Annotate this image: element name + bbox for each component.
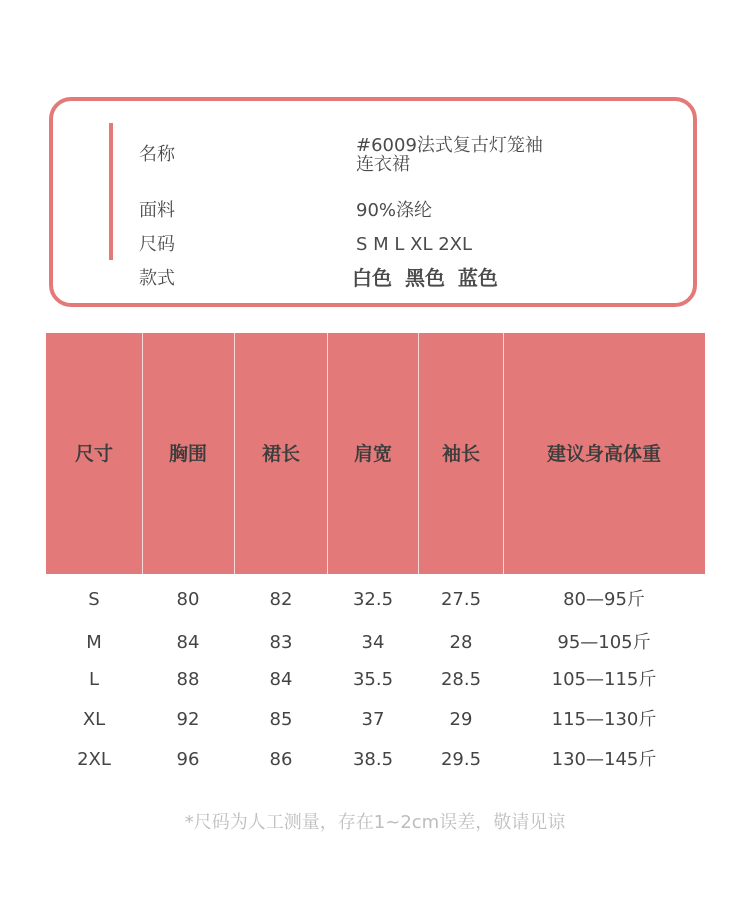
size-label: 尺码 (139, 234, 175, 255)
table-cell: 95—105斤 (557, 632, 651, 653)
style-label: 款式 (139, 268, 175, 289)
table-cell: XL (82, 709, 106, 730)
table-cell: M (86, 632, 102, 653)
name-label: 名称 (139, 144, 175, 165)
header-bust: 胸围 (168, 443, 208, 465)
fabric-label: 面料 (139, 200, 175, 221)
table-cell: 29.5 (440, 749, 482, 770)
table-cell: 80—95斤 (563, 589, 645, 610)
table-cell: 28 (449, 632, 473, 653)
table-cell: L (88, 669, 100, 690)
header-sleeve: 袖长 (441, 443, 481, 465)
table-cell: 80 (176, 589, 200, 610)
header-shoulder: 肩宽 (353, 443, 393, 465)
table-cell: 130—145斤 (551, 749, 657, 770)
name-value-line1: #6009法式复古灯笼袖 (356, 135, 543, 156)
table-cell: 27.5 (440, 589, 482, 610)
column-divider (327, 333, 328, 574)
table-cell: 38.5 (352, 749, 394, 770)
table-cell: 32.5 (352, 589, 394, 610)
table-cell: 105—115斤 (551, 669, 657, 690)
accent-bar (109, 123, 113, 260)
column-divider (503, 333, 504, 574)
measurement-footnote: *尺码为人工测量，存在1~2cm误差，敬请见谅 (184, 812, 566, 833)
size-value: S M L XL 2XL (356, 234, 473, 255)
column-divider (234, 333, 235, 574)
table-cell: 96 (176, 749, 200, 770)
table-cell: 37 (361, 709, 385, 730)
table-cell: 88 (176, 669, 200, 690)
table-cell: 84 (176, 632, 200, 653)
column-divider (142, 333, 143, 574)
table-cell: 34 (361, 632, 385, 653)
table-cell: 29 (449, 709, 473, 730)
table-cell: 115—130斤 (551, 709, 657, 730)
table-cell: 86 (269, 749, 293, 770)
table-cell: 85 (269, 709, 293, 730)
header-suggested-height-weight: 建议身高体重 (546, 443, 662, 465)
table-cell: 35.5 (352, 669, 394, 690)
table-cell: 28.5 (440, 669, 482, 690)
header-length: 裙长 (261, 443, 301, 465)
style-value: 白色 黑色 蓝色 (352, 266, 498, 290)
header-size: 尺寸 (74, 443, 114, 465)
fabric-value: 90%涤纶 (356, 200, 433, 221)
column-divider (418, 333, 419, 574)
table-cell: S (88, 589, 100, 610)
name-value-line2: 连衣裙 (356, 154, 410, 175)
table-cell: 82 (269, 589, 293, 610)
table-cell: 84 (269, 669, 293, 690)
table-cell: 92 (176, 709, 200, 730)
table-cell: 2XL (77, 749, 111, 770)
table-cell: 83 (269, 632, 293, 653)
